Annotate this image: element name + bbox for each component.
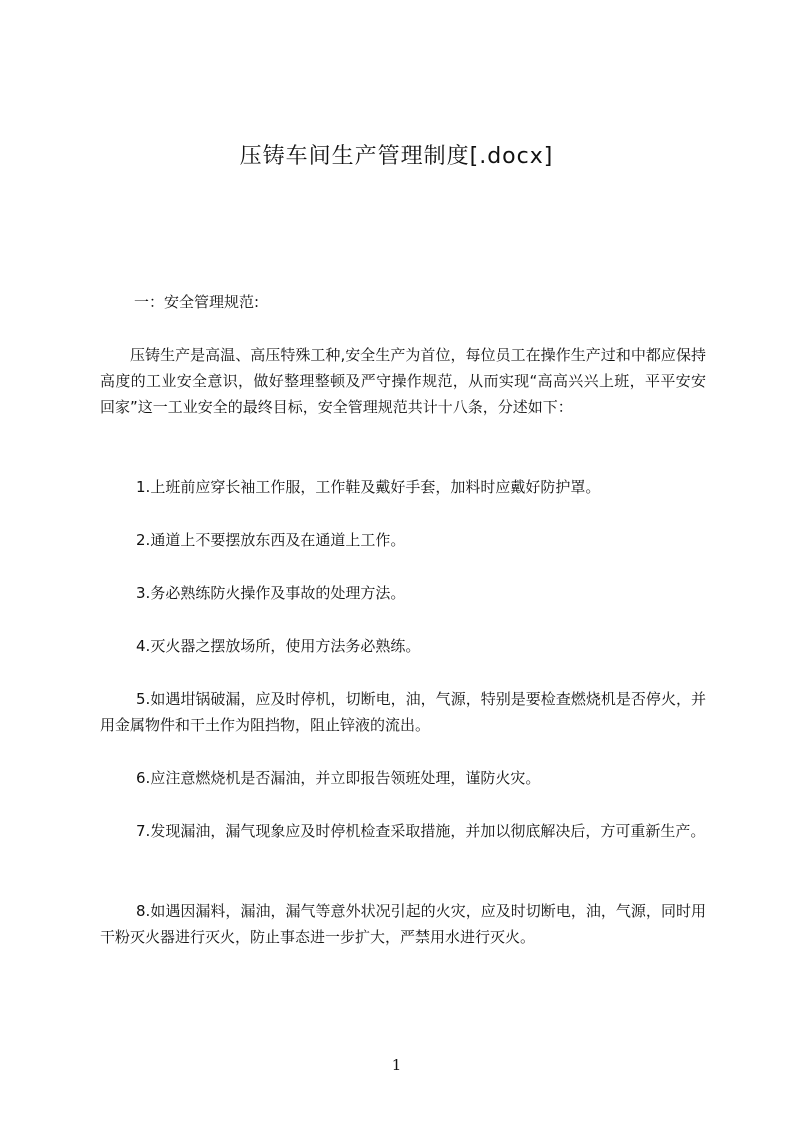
document-title: 压铸车间生产管理制度[.docx] (239, 144, 554, 169)
list-item-number: 7. (136, 822, 151, 840)
list-item-number: 1. (136, 478, 151, 496)
list-item-text: 应注意燃烧机是否漏油，并立即报告领班处理，谨防火灾。 (150, 769, 541, 787)
intro-paragraph: 压铸生产是高温、高压特殊工种,安全生产为首位，每位员工在操作生产过和中都应保持高度的工业安全意识，做好整理整顿及严守操作规范，从而实现“高高兴兴上班，平平安安回家”这一工业安全的最终目标，安全管理规范共计十八条，分述如下： (100, 346, 706, 416)
list-item-text: 如遇坩锅破漏，应及时停机，切断电，油，气源，特别是要检查燃烧机是否停火，并用金属物件和干土作为阻挡物，阻止锌液的流出。 (100, 690, 706, 734)
list-item (100, 527, 706, 553)
page-number: 1 (391, 1056, 402, 1074)
list-item-number: 6. (136, 769, 151, 787)
list-item (100, 765, 706, 791)
section-heading: 一：安全管理规范: (134, 293, 260, 311)
list-item (100, 898, 706, 950)
list-item-number: 2. (136, 531, 151, 549)
list-item (100, 474, 706, 500)
list-item (100, 686, 706, 738)
list-item-text: 通道上不要摆放东西及在通道上工作。 (150, 531, 406, 549)
list-item (100, 633, 706, 659)
list-item-text: 务必熟练防火操作及事故的处理方法。 (150, 584, 406, 602)
list-item (100, 580, 706, 606)
list-item-number: 4. (136, 637, 151, 655)
list-item (100, 818, 706, 844)
list-item-text: 如遇因漏料，漏油，漏气等意外状况引起的火灾，应及时切断电，油，气源，同时用干粉灭火器进行灭火，防止事态进一步扩大，严禁用水进行灭火。 (100, 902, 706, 946)
list-item-number: 5. (136, 690, 151, 708)
list-item-text: 发现漏油，漏气现象应及时停机检查采取措施，并加以彻底解决后，方可重新生产。 (150, 822, 706, 840)
list-item-text: 灭火器之摆放场所，使用方法务必熟练。 (150, 637, 421, 655)
list-item-number: 3. (136, 584, 151, 602)
list-item-number: 8. (136, 902, 151, 920)
list-item-text: 上班前应穿长袖工作服，工作鞋及戴好手套，加料时应戴好防护罩。 (150, 478, 601, 496)
